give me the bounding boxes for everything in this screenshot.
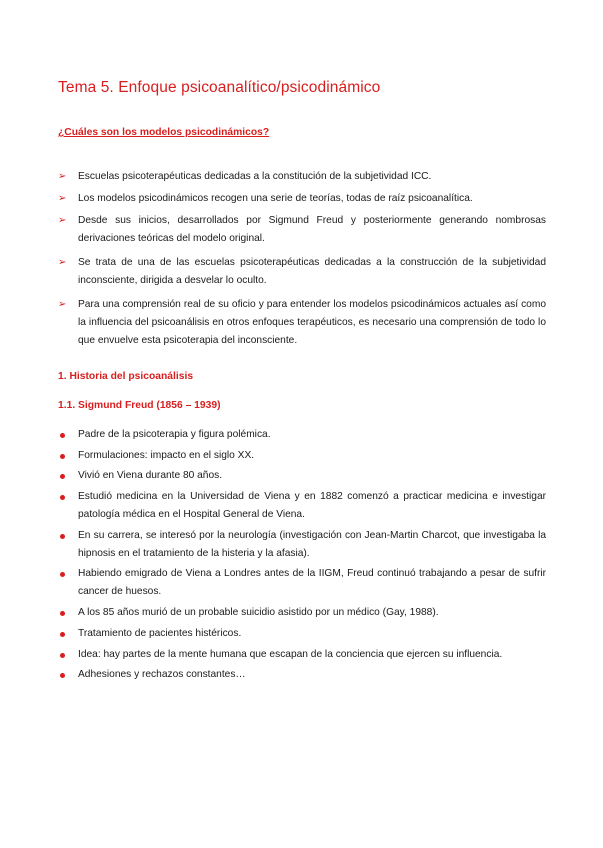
arrow-bullet-icon: ➢ [58,171,67,182]
list-item-text: Los modelos psicodinámicos recogen una serie de teorías, todas de raíz psicoanalítica. [78,193,473,204]
dot-bullet-list [58,426,546,687]
bullet-dot-icon [60,495,65,500]
list-item [58,646,546,664]
list-item-text: Vivió en Viena durante 80 años. [78,470,223,482]
arrow-bullet-icon: ➢ [58,193,67,204]
bullet-dot-icon [60,653,65,658]
arrow-bullet-icon: ➢ [58,257,67,268]
list-item [58,666,546,684]
bullet-dot-icon [60,632,65,637]
list-item [58,254,546,290]
list-item [58,168,546,186]
list-item [58,447,546,465]
list-item-text: En su carrera, se interesó por la neurología (investigación con Jean-Martin Charcot, que investigaba la hipnosis en el tratamiento de la histeria y la afasia). [78,529,546,559]
list-item-text: A los 85 años murió de un probable suicidio asistido por un médico (Gay, 1988). [78,607,439,619]
bullet-dot-icon [60,474,65,479]
arrow-bullet-icon: ➢ [58,215,67,226]
subsection-heading: 1.1. Sigmund Freud (1856 – 1939) [58,400,221,411]
list-item-text: Idea: hay partes de la mente humana que escapan de la conciencia que ejercen su influencia. [78,648,503,660]
bullet-dot-icon [60,454,65,459]
bullet-dot-icon [60,611,65,616]
list-item-text: Desde sus inicios, desarrollados por Sigmund Freud y posteriormente generando nombrosas derivaciones teóricas del modelo original. [78,215,546,244]
list-item [58,212,546,248]
list-item-text: Escuelas psicoterapéuticas dedicadas a la constitución de la subjetividad ICC. [78,171,432,182]
list-item [58,467,546,485]
section-heading: 1. Historia del psicoanálisis [58,371,194,382]
bullet-dot-icon [60,673,65,678]
list-item-text: Habiendo emigrado de Viena a Londres antes de la IIGM, Freud continuó trabajando a pesar de sufrir cancer de huesos. [78,568,546,598]
list-item-text: Formulaciones: impacto en el siglo XX. [78,449,255,461]
list-item-text: Padre de la psicoterapia y figura polémica. [78,429,271,440]
document-title: Tema 5. Enfoque psicoanalítico/psicodinámico [58,79,381,96]
list-item-text: Tratamiento de pacientes histéricos. [78,627,242,639]
list-item-text: Se trata de una de las escuelas psicoterapéuticas dedicadas a la construcción de la subjetividad inconsciente, dirigida a desvelar lo oculto. [78,257,546,286]
list-item [58,527,546,563]
bullet-dot-icon [60,433,65,438]
arrow-bullet-list [58,168,546,354]
list-item-text: Para una comprensión real de su oficio y para entender los modelos psicodinámicos actuales así como la influencia del psicoanálisis en otros enfoques terapéuticos, es necesario una comprensión de todo lo que envuelve esta psicoterapia del inconsciente. [78,299,546,346]
arrow-bullet-icon: ➢ [58,299,67,310]
list-item [58,190,546,208]
bullet-dot-icon [60,572,65,577]
list-item [58,488,546,524]
list-item-text: Adhesiones y rechazos constantes… [78,669,246,681]
list-item-text: Estudió medicina en la Universidad de Viena y en 1882 comenzó a practicar medicina e investigar patología médica en el Hospital General de Viena. [78,491,546,521]
list-item [58,625,546,643]
section-question-heading: ¿Cuáles son los modelos psicodinámicos? [58,127,270,138]
list-item [58,565,546,601]
list-item [58,426,546,444]
bullet-dot-icon [60,534,65,539]
list-item [58,296,546,350]
list-item [58,604,546,622]
